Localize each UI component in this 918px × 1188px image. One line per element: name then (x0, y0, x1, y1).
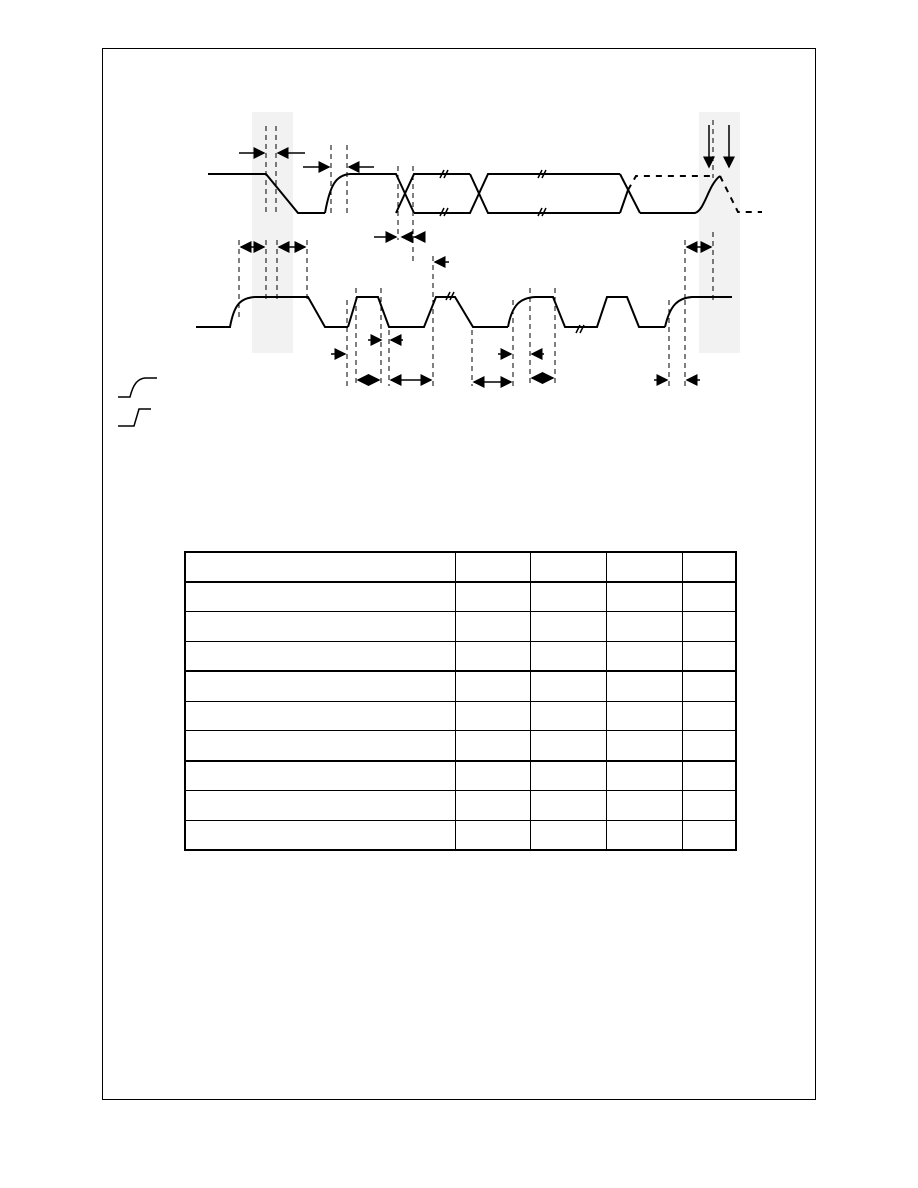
table-cell (530, 582, 606, 612)
table-cell (606, 820, 682, 850)
start-condition-region (252, 112, 293, 353)
table-cell (185, 820, 455, 850)
table-cell (606, 731, 682, 761)
header-typ (530, 552, 606, 582)
table-cell (530, 791, 606, 820)
table-cell (455, 582, 530, 612)
table-row (185, 701, 736, 730)
table-cell (455, 612, 530, 641)
table-cell (185, 641, 455, 671)
table-cell (185, 731, 455, 761)
fast-rise-edge-icon (118, 409, 151, 426)
table-cell (455, 820, 530, 850)
table-cell (455, 641, 530, 671)
table-header-row (185, 552, 736, 582)
table-cell (606, 582, 682, 612)
table-row (185, 671, 736, 701)
table-row (185, 612, 736, 641)
table-cell (682, 641, 736, 671)
table-row (185, 791, 736, 820)
table-cell (530, 701, 606, 730)
table-cell (455, 671, 530, 701)
table-cell (606, 761, 682, 791)
header-parameter (185, 552, 455, 582)
table-cell (530, 612, 606, 641)
table-cell (455, 791, 530, 820)
table-cell (606, 701, 682, 730)
sda-break-marks (440, 170, 546, 216)
timing-arrows (239, 125, 729, 382)
table-cell (530, 731, 606, 761)
table-cell (185, 761, 455, 791)
table-cell (455, 731, 530, 761)
table-cell (530, 641, 606, 671)
table-cell (185, 791, 455, 820)
table-cell (682, 612, 736, 641)
table-cell (185, 612, 455, 641)
table-cell (682, 671, 736, 701)
table-cell (682, 820, 736, 850)
table-cell (682, 791, 736, 820)
table-cell (606, 671, 682, 701)
table-row (185, 731, 736, 761)
timing-spec-table (184, 551, 737, 851)
table-cell (682, 701, 736, 730)
table-row (185, 761, 736, 791)
timing-diagram (0, 0, 918, 440)
table-cell (606, 612, 682, 641)
header-min (455, 552, 530, 582)
table-cell (682, 761, 736, 791)
table-cell (530, 671, 606, 701)
scl-break-marks (446, 292, 584, 333)
table-row (185, 582, 736, 612)
table-cell (682, 582, 736, 612)
header-max (606, 552, 682, 582)
table-cell (606, 791, 682, 820)
table-cell (530, 820, 606, 850)
table-cell (185, 671, 455, 701)
table-cell (455, 701, 530, 730)
header-unit (682, 552, 736, 582)
slow-rise-edge-icon (118, 378, 157, 397)
table-cell (185, 582, 455, 612)
table-cell (455, 761, 530, 791)
stop-condition-region (699, 112, 740, 353)
table-cell (682, 731, 736, 761)
timing-reference-lines (239, 120, 713, 386)
table-cell (185, 701, 455, 730)
sda-dashed-tail (628, 176, 762, 212)
table-cell (606, 641, 682, 671)
table-row (185, 641, 736, 671)
table-row (185, 820, 736, 850)
table-cell (530, 761, 606, 791)
